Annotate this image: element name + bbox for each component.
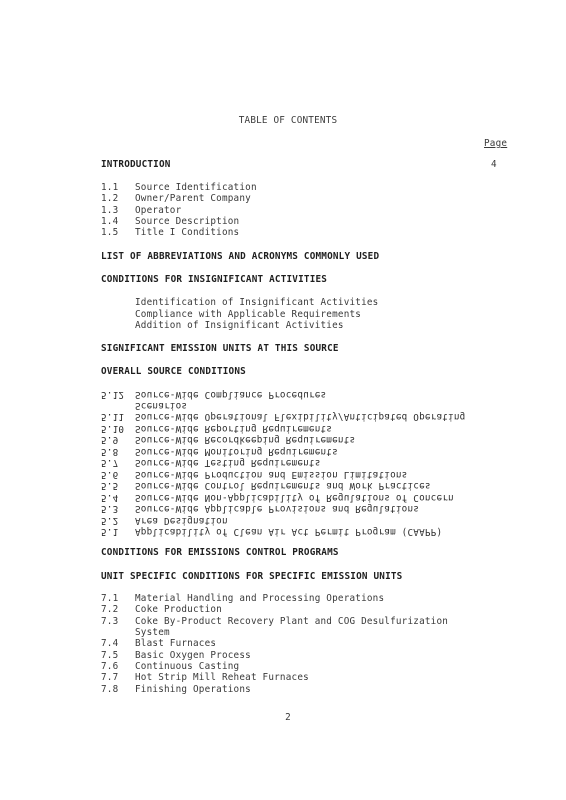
page-number: 2 (285, 712, 291, 723)
abbreviations-heading: LIST OF ABBREVIATIONS AND ACRONYMS COMMONLY USED (101, 251, 380, 262)
toc-item-text: Source-Wide Testing Requirements (135, 457, 321, 468)
toc-item-text: Source-Wide Applicable Provisions and Regulations (135, 503, 420, 514)
toc-item-text: Source-Wide Production and Emission Limitations (135, 469, 408, 480)
toc-item-number: 5.9 (101, 434, 119, 445)
toc-item-text: Coke Production (135, 604, 222, 615)
toc-item-text: Basic Oxygen Process (135, 650, 251, 661)
toc-item-text: Finishing Operations (135, 684, 251, 695)
toc-item-number: 5.4 (101, 492, 119, 503)
overall-conditions-heading: OVERALL SOURCE CONDITIONS (101, 366, 246, 377)
insignificant-activities-heading: CONDITIONS FOR INSIGNIFICANT ACTIVITIES (101, 274, 328, 285)
toc-item-text: Area Designation (135, 515, 228, 526)
toc-subitem: Compliance with Applicable Requirements (135, 309, 362, 320)
toc-item-number: 1.5 (101, 227, 119, 238)
toc-item-number: 1.1 (101, 182, 119, 193)
toc-item-text: Title I Conditions (135, 227, 240, 238)
toc-item-text: Scenarios (135, 400, 188, 411)
toc-item-number: 7.5 (101, 650, 119, 661)
toc-subitem: Addition of Insignificant Activities (135, 320, 344, 331)
toc-item-number: 7.3 (101, 616, 119, 627)
toc-item-text: Source-Wide Operational Flexibility/Anticipated Operating (135, 411, 466, 422)
toc-item-number: 7.1 (101, 593, 119, 604)
toc-item-number: 5.12 (101, 389, 125, 400)
toc-item-number: 7.2 (101, 604, 119, 615)
toc-item-number: 7.6 (101, 661, 119, 672)
toc-item-text: Applicability of Clean Air Act Permit Program (CAAPP) (135, 526, 443, 537)
toc-subitem: Identification of Insignificant Activities (135, 297, 379, 308)
toc-item-number: 5.11 (101, 411, 125, 422)
toc-item-text: Source-Wide Compliance Procedures (135, 389, 327, 400)
toc-item-number: 7.8 (101, 684, 119, 695)
toc-item-number: 5.7 (101, 457, 119, 468)
toc-item-number: 5.8 (101, 446, 119, 457)
toc-item-text: System (135, 627, 170, 638)
toc-item-number: 5.3 (101, 503, 119, 514)
toc-item-text: Blast Furnaces (135, 638, 217, 649)
overall-conditions-list (101, 389, 501, 537)
toc-item-number: 1.2 (101, 193, 119, 204)
toc-item-text: Source-Wide Monitoring Requirements (135, 446, 338, 457)
toc-item-text: Source-Wide Recordkeeping Requirements (135, 434, 356, 445)
toc-item-text: Source Identification (135, 182, 257, 193)
toc-item-text: Operator (135, 205, 182, 216)
toc-item-number: 7.7 (101, 672, 119, 683)
toc-item-text: Coke By-Product Recovery Plant and COG Desulfurization (135, 616, 449, 627)
unit-specific-heading: UNIT SPECIFIC CONDITIONS FOR SPECIFIC EMISSION UNITS (101, 571, 403, 582)
introduction-page: 4 (491, 159, 497, 170)
toc-item-number: 5.6 (101, 469, 119, 480)
toc-item-number: 7.4 (101, 638, 119, 649)
toc-item-number: 5.2 (101, 515, 119, 526)
toc-item-text: Continuous Casting (135, 661, 240, 672)
emissions-control-heading: CONDITIONS FOR EMISSIONS CONTROL PROGRAMS (101, 547, 339, 558)
toc-item-number: 1.3 (101, 205, 119, 216)
toc-item-number: 5.1 (101, 526, 119, 537)
introduction-heading: INTRODUCTION (101, 159, 171, 170)
toc-title: TABLE OF CONTENTS (238, 115, 338, 126)
toc-item-text: Source-Wide Control Requirements and Work Practices (135, 480, 431, 491)
toc-item-text: Material Handling and Processing Operations (135, 593, 385, 604)
toc-item-number: 5.5 (101, 480, 119, 491)
page-column-label: Page (484, 138, 508, 149)
toc-item-text: Source-Wide Non-Applicability of Regulations of Concern (135, 492, 454, 503)
toc-item-text: Hot Strip Mill Reheat Furnaces (135, 672, 309, 683)
toc-item-text: Source-Wide Reporting Requirements (135, 423, 333, 434)
toc-item-number: 5.10 (101, 423, 125, 434)
toc-item-text: Source Description (135, 216, 240, 227)
toc-item-number: 1.4 (101, 216, 119, 227)
significant-units-heading: SIGNIFICANT EMISSION UNITS AT THIS SOURCE (101, 343, 339, 354)
toc-item-text: Owner/Parent Company (135, 193, 251, 204)
